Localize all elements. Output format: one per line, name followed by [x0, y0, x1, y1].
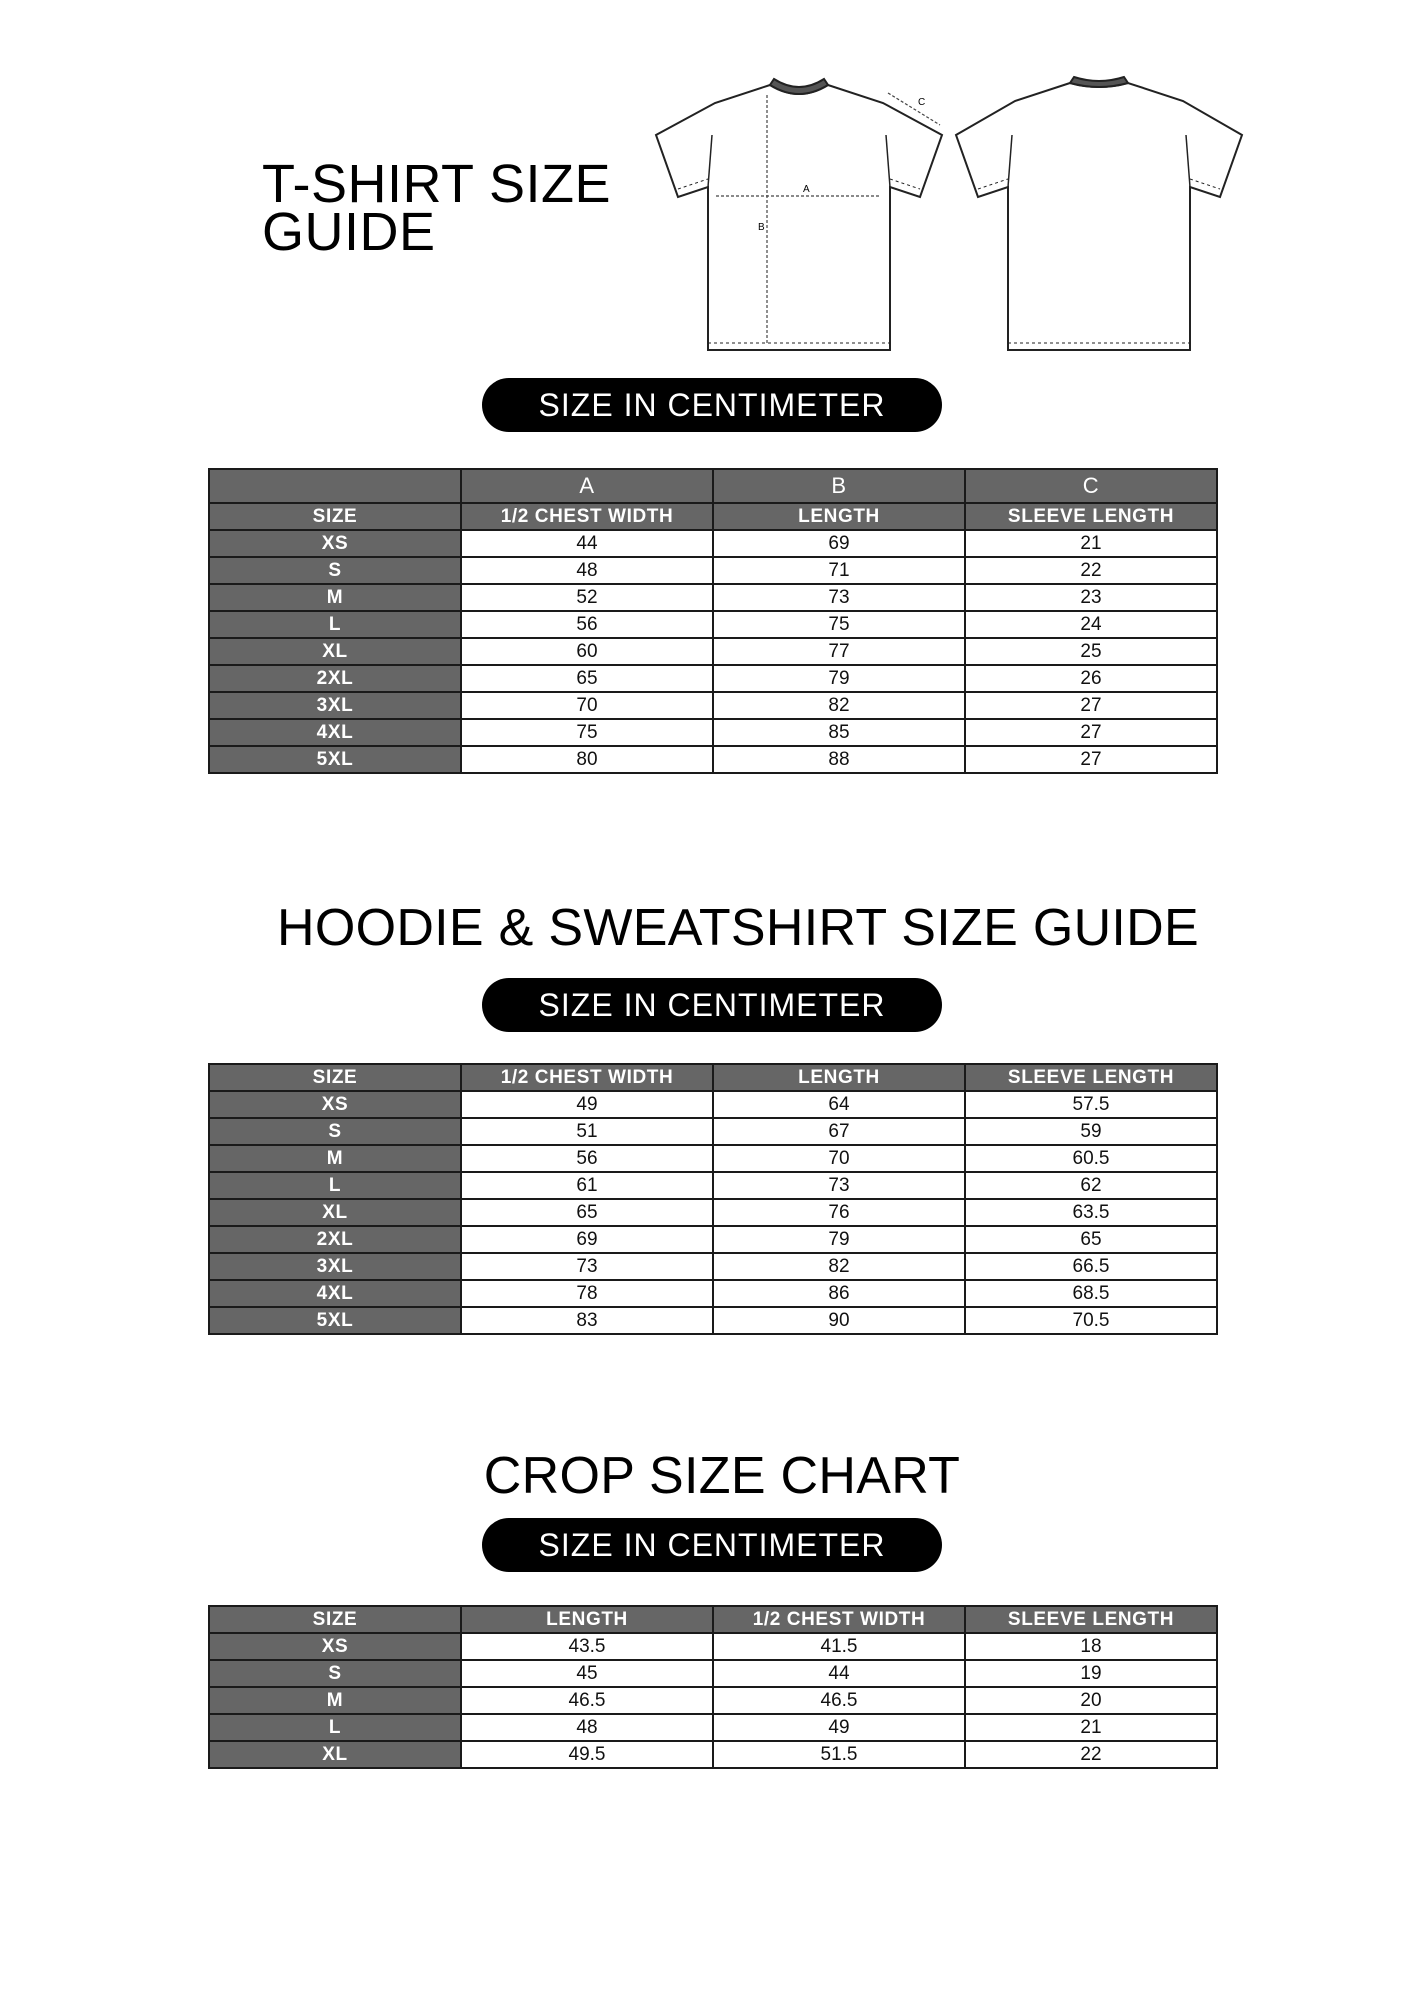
- value-cell: 22: [965, 1741, 1217, 1768]
- value-cell: 78: [461, 1280, 713, 1307]
- table-header-row: [209, 1606, 1217, 1633]
- value-cell: 64: [713, 1091, 965, 1118]
- size-cell: S: [209, 557, 461, 584]
- size-cell: S: [209, 1660, 461, 1687]
- table-row: [209, 1145, 1217, 1172]
- header-cell: SLEEVE LENGTH: [965, 503, 1217, 530]
- value-cell: 67: [713, 1118, 965, 1145]
- table-row: [209, 1172, 1217, 1199]
- table-row: [209, 1226, 1217, 1253]
- value-cell: 52: [461, 584, 713, 611]
- value-cell: 57.5: [965, 1091, 1217, 1118]
- letter-cell: C: [965, 469, 1217, 503]
- tshirt-title-line1: T-SHIRT SIZE: [262, 154, 612, 214]
- size-cell: 2XL: [209, 1226, 461, 1253]
- size-cell: M: [209, 1687, 461, 1714]
- table-row: [209, 611, 1217, 638]
- header-cell: 1/2 CHEST WIDTH: [461, 1064, 713, 1091]
- value-cell: 83: [461, 1307, 713, 1334]
- size-cell: 2XL: [209, 665, 461, 692]
- value-cell: 80: [461, 746, 713, 773]
- size-cell: 5XL: [209, 1307, 461, 1334]
- diagram-label-a: A: [803, 184, 810, 195]
- table-row: [209, 1687, 1217, 1714]
- size-cell: 5XL: [209, 746, 461, 773]
- table-row: [209, 1253, 1217, 1280]
- crop-size-table: [208, 1605, 1218, 1769]
- tshirt-unit-pill: SIZE IN CENTIMETER: [482, 378, 942, 432]
- value-cell: 65: [965, 1226, 1217, 1253]
- table-row: [209, 584, 1217, 611]
- table-row: [209, 638, 1217, 665]
- value-cell: 25: [965, 638, 1217, 665]
- tshirt-size-table: [208, 468, 1218, 774]
- value-cell: 59: [965, 1118, 1217, 1145]
- value-cell: 60.5: [965, 1145, 1217, 1172]
- header-cell: LENGTH: [713, 503, 965, 530]
- value-cell: 61: [461, 1172, 713, 1199]
- value-cell: 86: [713, 1280, 965, 1307]
- size-cell: L: [209, 1714, 461, 1741]
- value-cell: 56: [461, 611, 713, 638]
- value-cell: 27: [965, 719, 1217, 746]
- hoodie-size-table: [208, 1063, 1218, 1335]
- header-cell: LENGTH: [713, 1064, 965, 1091]
- value-cell: 70: [713, 1145, 965, 1172]
- size-cell: M: [209, 1145, 461, 1172]
- value-cell: 51: [461, 1118, 713, 1145]
- hoodie-title: HOODIE & SWEATSHIRT SIZE GUIDE: [276, 899, 1200, 957]
- size-cell: XS: [209, 530, 461, 557]
- value-cell: 65: [461, 1199, 713, 1226]
- value-cell: 48: [461, 557, 713, 584]
- size-cell: XS: [209, 1091, 461, 1118]
- value-cell: 69: [713, 530, 965, 557]
- value-cell: 82: [713, 1253, 965, 1280]
- value-cell: 70: [461, 692, 713, 719]
- value-cell: 73: [461, 1253, 713, 1280]
- tshirt-front-illustration: [656, 79, 942, 350]
- tshirt-title: [262, 154, 612, 262]
- value-cell: 68.5: [965, 1280, 1217, 1307]
- value-cell: 20: [965, 1687, 1217, 1714]
- table-letter-row: [209, 469, 1217, 503]
- value-cell: 24: [965, 611, 1217, 638]
- value-cell: 18: [965, 1633, 1217, 1660]
- value-cell: 76: [713, 1199, 965, 1226]
- value-cell: 26: [965, 665, 1217, 692]
- header-cell: SLEEVE LENGTH: [965, 1064, 1217, 1091]
- value-cell: 66.5: [965, 1253, 1217, 1280]
- value-cell: 21: [965, 1714, 1217, 1741]
- table-row: [209, 557, 1217, 584]
- header-cell: LENGTH: [461, 1606, 713, 1633]
- value-cell: 49: [713, 1714, 965, 1741]
- value-cell: 27: [965, 746, 1217, 773]
- value-cell: 73: [713, 584, 965, 611]
- size-cell: L: [209, 1172, 461, 1199]
- size-cell: S: [209, 1118, 461, 1145]
- table-row: [209, 1660, 1217, 1687]
- value-cell: 27: [965, 692, 1217, 719]
- table-row: [209, 746, 1217, 773]
- letter-cell: A: [461, 469, 713, 503]
- value-cell: 23: [965, 584, 1217, 611]
- header-cell: 1/2 CHEST WIDTH: [461, 503, 713, 530]
- value-cell: 79: [713, 665, 965, 692]
- value-cell: 82: [713, 692, 965, 719]
- tshirt-diagram: [650, 75, 1250, 360]
- value-cell: 71: [713, 557, 965, 584]
- value-cell: 62: [965, 1172, 1217, 1199]
- table-row: [209, 1280, 1217, 1307]
- size-cell: 3XL: [209, 692, 461, 719]
- table-row: [209, 1741, 1217, 1768]
- value-cell: 60: [461, 638, 713, 665]
- crop-unit-pill: SIZE IN CENTIMETER: [482, 1518, 942, 1572]
- header-cell: SIZE: [209, 503, 461, 530]
- size-cell: XL: [209, 1199, 461, 1226]
- value-cell: 88: [713, 746, 965, 773]
- value-cell: 45: [461, 1660, 713, 1687]
- value-cell: 43.5: [461, 1633, 713, 1660]
- size-cell: XL: [209, 638, 461, 665]
- size-cell: XS: [209, 1633, 461, 1660]
- crop-title: CROP SIZE CHART: [483, 1447, 961, 1505]
- value-cell: 75: [461, 719, 713, 746]
- size-cell: XL: [209, 1741, 461, 1768]
- value-cell: 85: [713, 719, 965, 746]
- value-cell: 77: [713, 638, 965, 665]
- table-row: [209, 1307, 1217, 1334]
- table-header-row: [209, 503, 1217, 530]
- value-cell: 51.5: [713, 1741, 965, 1768]
- value-cell: 19: [965, 1660, 1217, 1687]
- value-cell: 21: [965, 530, 1217, 557]
- size-cell: 4XL: [209, 719, 461, 746]
- table-row: [209, 1091, 1217, 1118]
- table-row: [209, 1199, 1217, 1226]
- value-cell: 44: [461, 530, 713, 557]
- table-row: [209, 1633, 1217, 1660]
- value-cell: 48: [461, 1714, 713, 1741]
- header-cell: SLEEVE LENGTH: [965, 1606, 1217, 1633]
- value-cell: 79: [713, 1226, 965, 1253]
- header-cell: SIZE: [209, 1606, 461, 1633]
- size-cell: 3XL: [209, 1253, 461, 1280]
- diagram-label-c: C: [918, 97, 926, 108]
- tshirt-title-line2: GUIDE: [262, 202, 436, 262]
- letter-cell: B: [713, 469, 965, 503]
- value-cell: 70.5: [965, 1307, 1217, 1334]
- size-cell: 4XL: [209, 1280, 461, 1307]
- size-cell: M: [209, 584, 461, 611]
- table-row: [209, 665, 1217, 692]
- value-cell: 49.5: [461, 1741, 713, 1768]
- table-row: [209, 692, 1217, 719]
- letter-cell-blank: [209, 469, 461, 503]
- value-cell: 69: [461, 1226, 713, 1253]
- value-cell: 65: [461, 665, 713, 692]
- value-cell: 56: [461, 1145, 713, 1172]
- table-row: [209, 1714, 1217, 1741]
- value-cell: 22: [965, 557, 1217, 584]
- value-cell: 75: [713, 611, 965, 638]
- diagram-label-b: B: [758, 222, 765, 233]
- header-cell: 1/2 CHEST WIDTH: [713, 1606, 965, 1633]
- value-cell: 46.5: [713, 1687, 965, 1714]
- hoodie-unit-pill: SIZE IN CENTIMETER: [482, 978, 942, 1032]
- table-header-row: [209, 1064, 1217, 1091]
- table-row: [209, 530, 1217, 557]
- header-cell: SIZE: [209, 1064, 461, 1091]
- value-cell: 46.5: [461, 1687, 713, 1714]
- value-cell: 49: [461, 1091, 713, 1118]
- tshirt-back-illustration: [956, 77, 1242, 350]
- value-cell: 63.5: [965, 1199, 1217, 1226]
- value-cell: 44: [713, 1660, 965, 1687]
- value-cell: 73: [713, 1172, 965, 1199]
- size-cell: L: [209, 611, 461, 638]
- table-row: [209, 719, 1217, 746]
- value-cell: 41.5: [713, 1633, 965, 1660]
- table-row: [209, 1118, 1217, 1145]
- value-cell: 90: [713, 1307, 965, 1334]
